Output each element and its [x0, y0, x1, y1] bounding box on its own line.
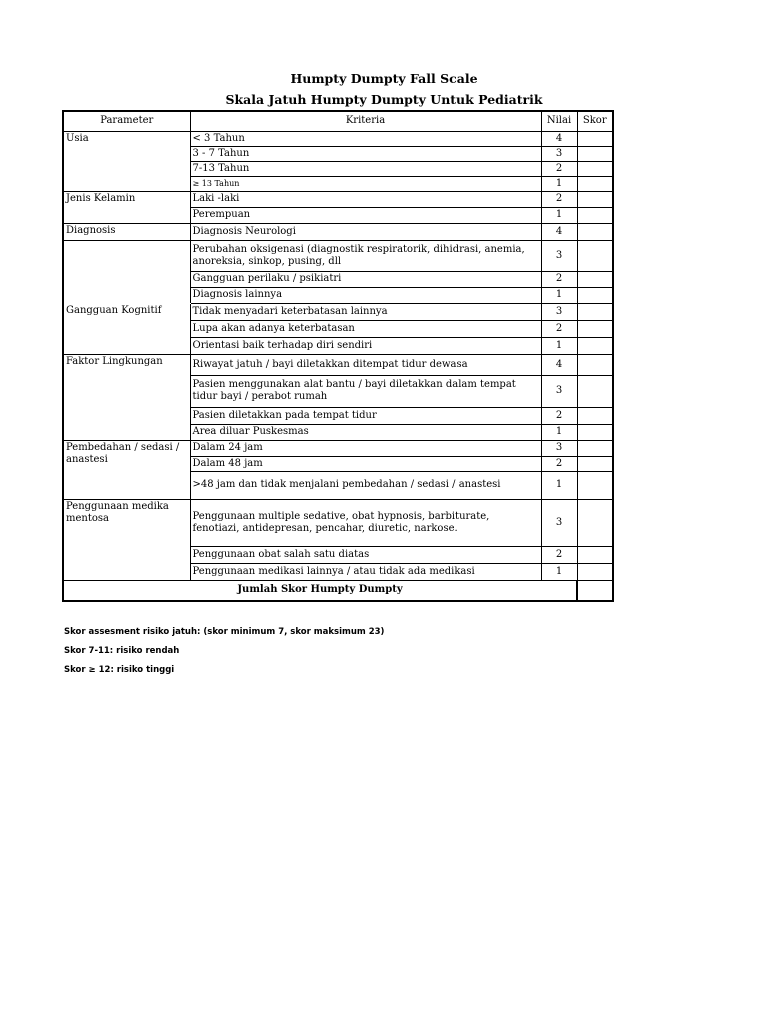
nilai-cell: 3: [541, 440, 577, 456]
header-nilai: Nilai: [541, 111, 577, 131]
nilai-cell: 1: [541, 563, 577, 580]
nilai-cell: 2: [541, 271, 577, 287]
nilai-cell: 1: [541, 424, 577, 440]
criteria-cell: < 3 Tahun: [190, 131, 541, 146]
table-row: [63, 191, 613, 207]
criteria-cell: Penggunaan obat salah satu diatas: [190, 546, 541, 563]
nilai-cell: 2: [541, 320, 577, 337]
nilai-cell: 4: [541, 131, 577, 146]
document-subtitle: Skala Jatuh Humpty Dumpty Untuk Pediatrik: [225, 92, 543, 107]
skor-cell[interactable]: [577, 375, 613, 407]
criteria-cell: Gangguan perilaku / psikiatri: [190, 271, 541, 287]
nilai-cell: 3: [541, 303, 577, 320]
criteria-cell: Tidak menyadari keterbatasan lainnya: [190, 303, 541, 320]
param-faktor-lingkungan: Faktor Lingkungan: [63, 354, 190, 440]
nilai-cell: 1: [541, 337, 577, 354]
criteria-cell: Diagnosis Neurologi: [190, 223, 541, 240]
param-pembedahan: Pembedahan / sedasi / anastesi: [63, 440, 190, 499]
skor-cell[interactable]: [577, 131, 613, 146]
skor-cell[interactable]: [577, 191, 613, 207]
criteria-cell: Area diluar Puskesmas: [190, 424, 541, 440]
param-gangguan-kognitif: Gangguan Kognitif: [63, 303, 190, 354]
criteria-cell: Dalam 48 jam: [190, 456, 541, 471]
criteria-cell: Diagnosis lainnya: [190, 287, 541, 303]
skor-cell[interactable]: [577, 407, 613, 424]
skor-cell[interactable]: [577, 563, 613, 580]
nilai-cell: 1: [541, 471, 577, 499]
criteria-cell: >48 jam dan tidak menjalani pembedahan / sedasi / anastesi: [190, 471, 541, 499]
table-row: [63, 499, 613, 546]
nilai-cell: 1: [541, 287, 577, 303]
skor-cell[interactable]: [577, 223, 613, 240]
criteria-cell: Riwayat jatuh / bayi diletakkan ditempat tidur dewasa: [190, 354, 541, 375]
note-score-range: Skor assesment risiko jatuh: (skor minimum 7, skor maksimum 23): [64, 627, 385, 637]
criteria-cell: 3 - 7 Tahun: [190, 146, 541, 161]
criteria-cell: Pasien diletakkan pada tempat tidur: [190, 407, 541, 424]
table-row: [63, 131, 613, 146]
skor-cell[interactable]: [577, 471, 613, 499]
nilai-cell: 4: [541, 223, 577, 240]
total-row: [63, 580, 613, 601]
total-label: Jumlah Skor Humpty Dumpty: [63, 580, 577, 601]
skor-cell[interactable]: [577, 546, 613, 563]
skor-cell[interactable]: [577, 207, 613, 223]
skor-cell[interactable]: [577, 271, 613, 287]
skor-cell[interactable]: [577, 176, 613, 191]
skor-cell[interactable]: [577, 440, 613, 456]
skor-cell[interactable]: [577, 320, 613, 337]
table-row: [63, 354, 613, 375]
nilai-cell: 1: [541, 207, 577, 223]
nilai-cell: 2: [541, 161, 577, 176]
nilai-cell: 4: [541, 354, 577, 375]
table-header-row: [63, 111, 613, 131]
skor-cell[interactable]: [577, 337, 613, 354]
skor-cell[interactable]: [577, 354, 613, 375]
nilai-cell: 2: [541, 191, 577, 207]
nilai-cell: 1: [541, 176, 577, 191]
criteria-cell: ≥ 13 Tahun: [190, 176, 541, 191]
table-row: [63, 440, 613, 456]
header-skor: Skor: [577, 111, 613, 131]
criteria-cell: Perempuan: [190, 207, 541, 223]
skor-cell[interactable]: [577, 456, 613, 471]
skor-cell[interactable]: [577, 499, 613, 546]
param-diagnosis: Diagnosis: [63, 223, 190, 240]
nilai-cell: 2: [541, 407, 577, 424]
table-row: [63, 223, 613, 240]
skor-cell[interactable]: [577, 161, 613, 176]
criteria-cell: Penggunaan multiple sedative, obat hypnosis, barbiturate, fenotiazi, antidepresan, pencahar, diuretic, narkose.: [190, 499, 541, 546]
nilai-cell: 3: [541, 375, 577, 407]
param-jenis-kelamin: Jenis Kelamin: [63, 191, 190, 223]
skor-cell[interactable]: [577, 303, 613, 320]
criteria-cell: Lupa akan adanya keterbatasan: [190, 320, 541, 337]
scoring-notes: [64, 626, 384, 683]
param-diagnosis-continued: [63, 240, 190, 303]
header-parameter: Parameter: [63, 111, 190, 131]
criteria-cell: Perubahan oksigenasi (diagnostik respiratorik, dihidrasi, anemia, anoreksia, sinkop, pusing, dll: [190, 240, 541, 271]
nilai-cell: 2: [541, 546, 577, 563]
nilai-cell: 3: [541, 499, 577, 546]
nilai-cell: 2: [541, 456, 577, 471]
param-usia: Usia: [63, 131, 190, 191]
criteria-cell: Pasien menggunakan alat bantu / bayi diletakkan dalam tempat tidur bayi / perabot rumah: [190, 375, 541, 407]
criteria-cell: Orientasi baik terhadap diri sendiri: [190, 337, 541, 354]
nilai-cell: 3: [541, 146, 577, 161]
skor-cell[interactable]: [577, 287, 613, 303]
total-skor-cell[interactable]: [577, 580, 613, 601]
skor-cell[interactable]: [577, 146, 613, 161]
document-title: Humpty Dumpty Fall Scale: [290, 71, 478, 86]
criteria-cell: Penggunaan medikasi lainnya / atau tidak ada medikasi: [190, 563, 541, 580]
note-high-risk: Skor ≥ 12: risiko tinggi: [64, 665, 175, 675]
param-penggunaan-medika: Penggunaan medika mentosa: [63, 499, 190, 580]
skor-cell[interactable]: [577, 424, 613, 440]
nilai-cell: 3: [541, 240, 577, 271]
criteria-cell: 7-13 Tahun: [190, 161, 541, 176]
criteria-cell: Dalam 24 jam: [190, 440, 541, 456]
header-kriteria: Kriteria: [190, 111, 541, 131]
table-row: [63, 240, 613, 271]
note-low-risk: Skor 7-11: risiko rendah: [64, 646, 180, 656]
skor-cell[interactable]: [577, 240, 613, 271]
fall-scale-table: [62, 110, 614, 602]
criteria-cell: Laki -laki: [190, 191, 541, 207]
table-row: [63, 303, 613, 320]
